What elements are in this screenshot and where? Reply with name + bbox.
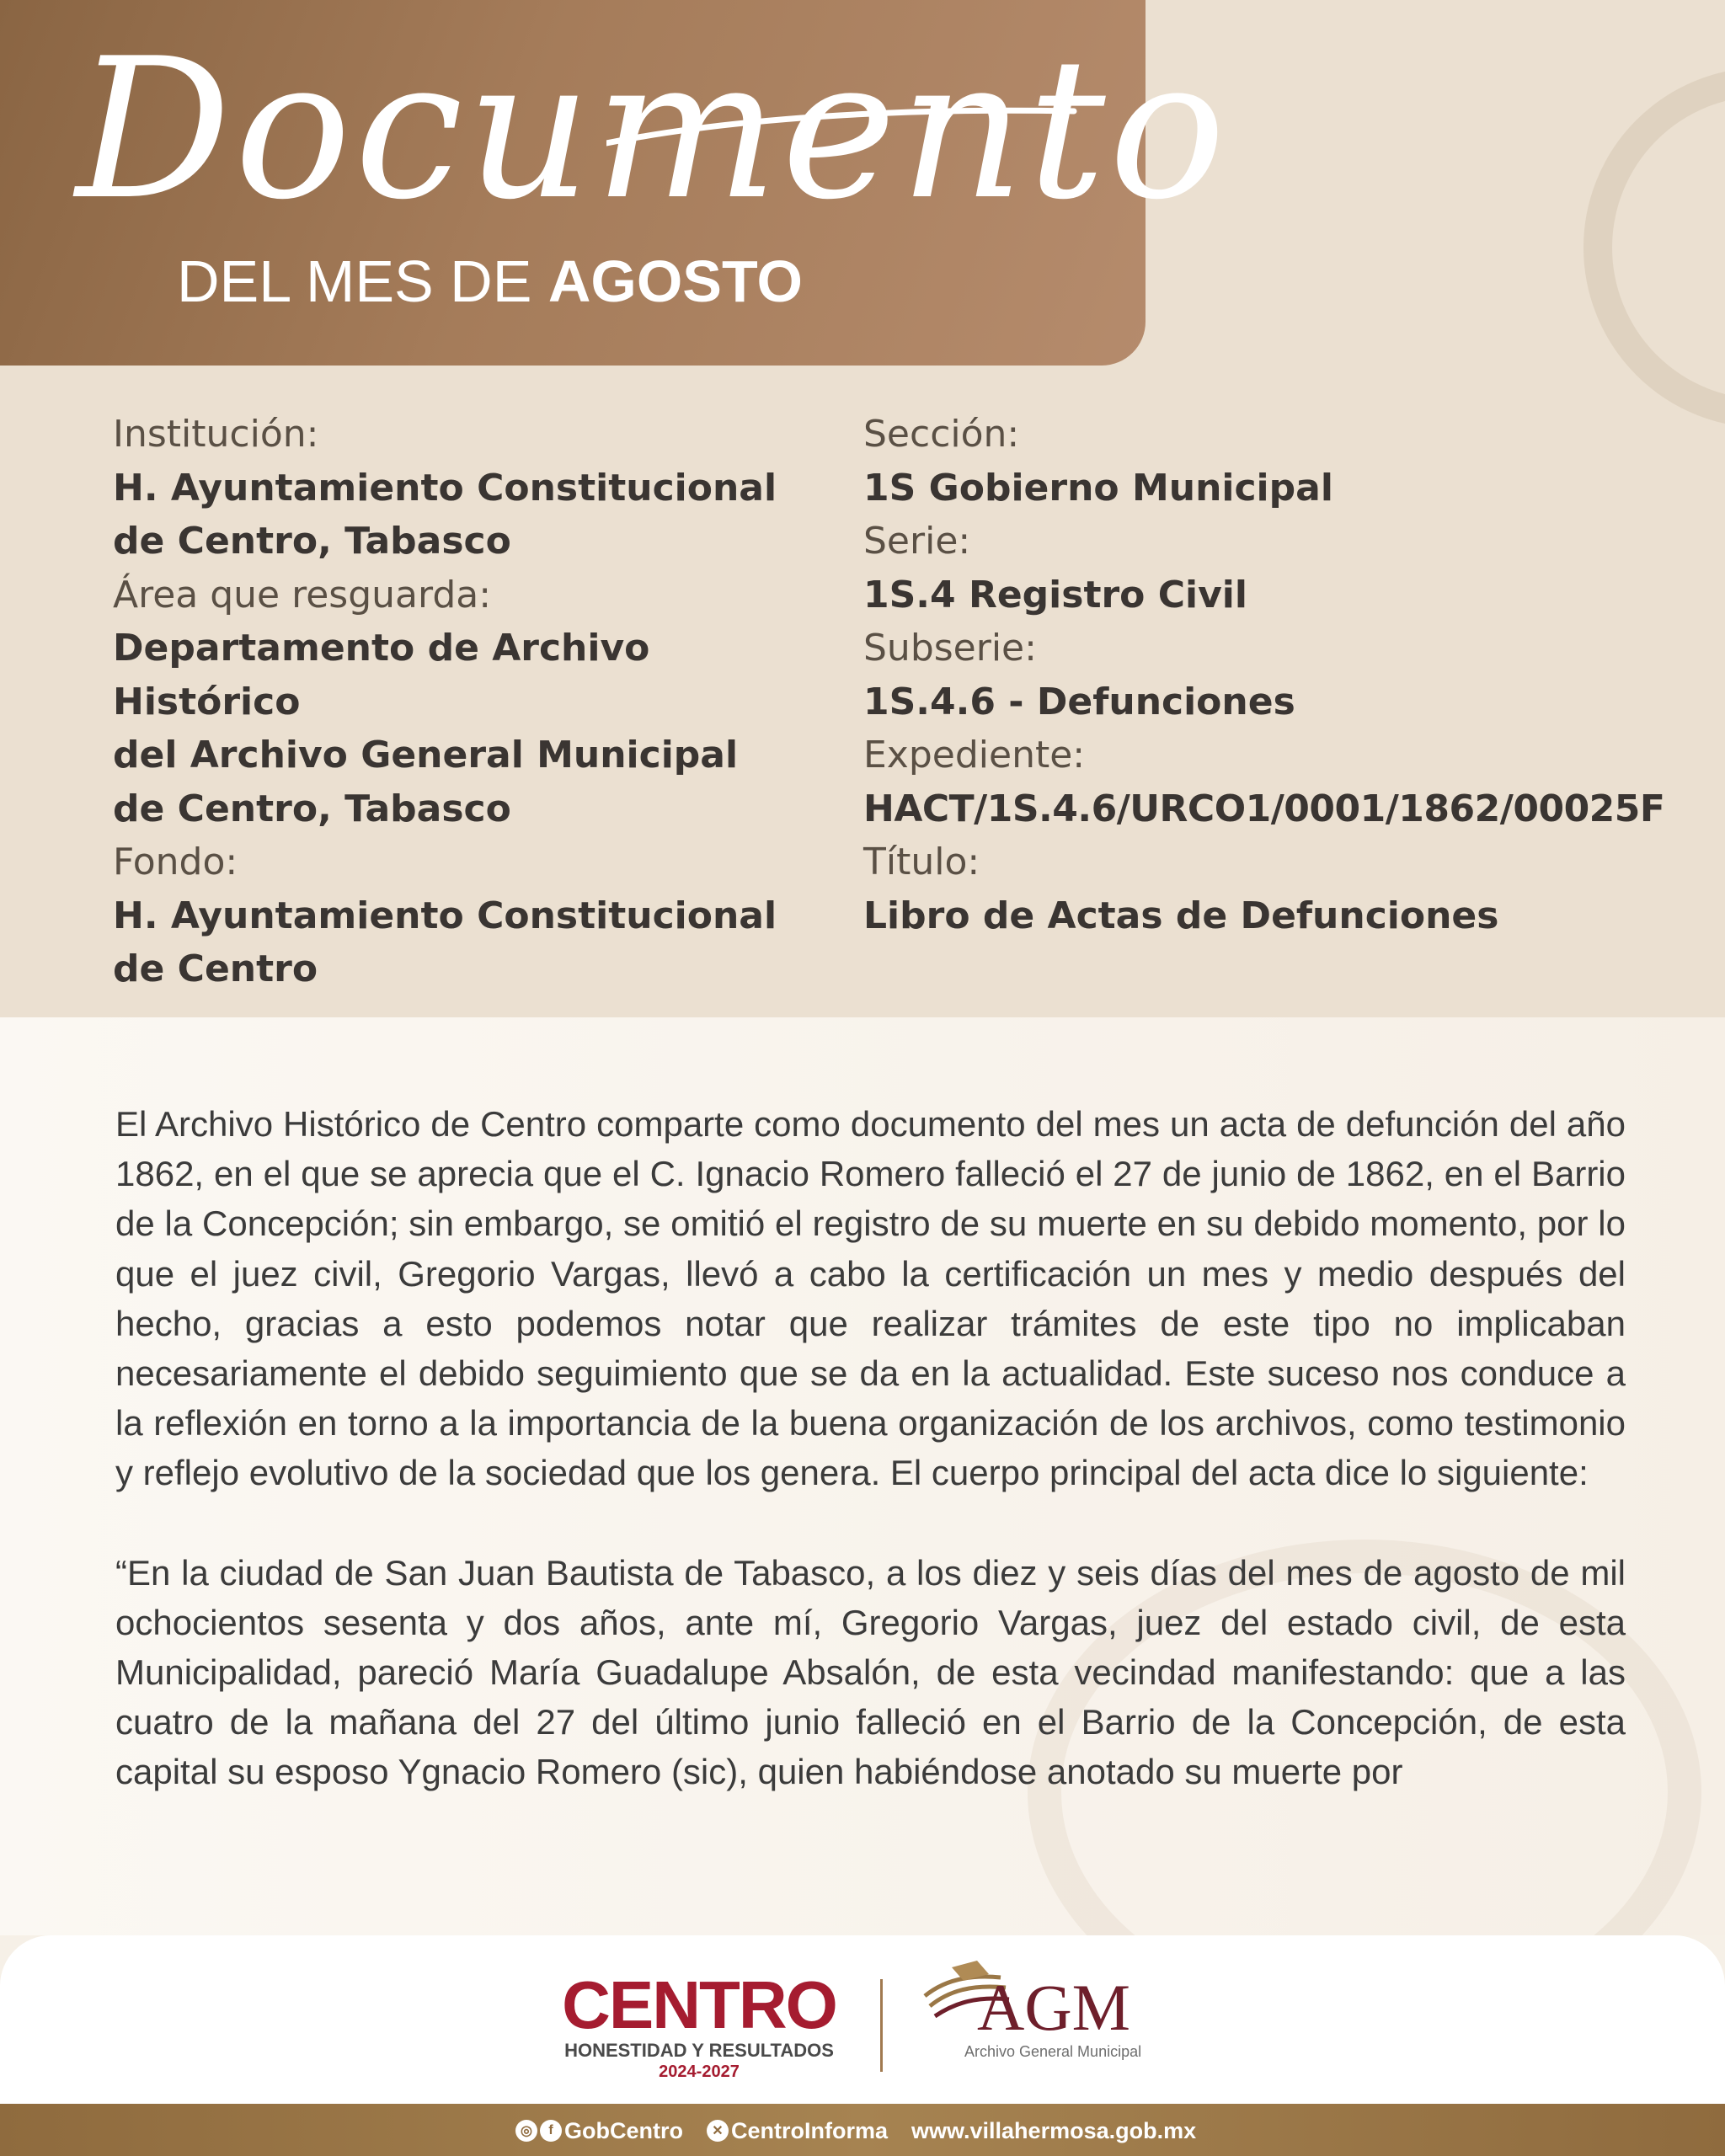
facebook-icon: f (540, 2120, 562, 2142)
website-link[interactable]: www.villahermosa.gob.mx (911, 2117, 1197, 2143)
script-title: Documento (76, 18, 1230, 243)
body-paragraph-quote: “En la ciudad de San Juan Bautista de Tabasco, a los diez y seis días del mes de agosto de mil ochocientos sesenta y dos años, ante mí, Gregorio Vargas, juez del estado civil, de esta Municipalidad, pareció María Guadalupe Absalón, de esta vecindad manifestando: que a las cuatro de la mañana del 27 del último junio falleció en el Barrio de la Concepción, de esta capital su esposo Ygnacio Romero (sic), quien habiéndose anotado su muerte por (115, 1552, 1626, 1792)
subtitle-prefix: DEL MES DE (177, 248, 532, 314)
subserie-value: 1S.4.6 - Defunciones (863, 680, 1295, 723)
decorative-swirl (1583, 67, 1725, 428)
area-value: Departamento de Archivo Histórico del Archivo General Municipal de Centro, Tabasco (113, 627, 739, 830)
agm-logo-subtitle: Archivo General Municipal (964, 2043, 1142, 2060)
page-subtitle (177, 246, 803, 317)
body-text (115, 1099, 1626, 1847)
expediente-value: HACT/1S.4.6/URCO1/0001/1862/00025F (863, 787, 1665, 830)
body-paragraph-intro: El Archivo Histórico de Centro comparte como documento del mes un acta de defunción del año 1862, en el que se aprecia que el C. Ignacio Romero falleció el 27 de junio de 1862, en el Barrio de la Concepción; sin embargo, se omitió el registro de su muerte en su debido momento, por lo que el juez civil, Gregorio Vargas, llevó a cabo la certificación un mes y medio después del hecho, gracias a esto podemos notar que realizar trámites de este tipo no implicaban necesariamente el debido seguimiento que se da en la actualidad. Este suceso nos conduce a la reflexión en torno a la importancia de la buena organización de los archivos, como testimonio y reflejo evolutivo de la sociedad que los genera. El cuerpo principal del acta dice lo siguiente: (115, 1104, 1626, 1493)
title-swash-decoration (606, 101, 1078, 152)
seccion-label: Sección: (863, 413, 1020, 456)
area-label: Área que resguarda: (113, 573, 492, 616)
expediente-label: Expediente: (863, 734, 1086, 776)
agm-logo-wordmark: AGM (977, 1971, 1131, 2044)
seccion-value: 1S Gobierno Municipal (863, 466, 1333, 510)
titulo-label: Título: (863, 841, 980, 883)
logo-band (0, 1935, 1725, 2104)
header-banner (0, 0, 1230, 366)
info-column-right (863, 408, 1706, 942)
centro-logo-wordmark: CENTRO (562, 1967, 836, 2042)
institucion-value: H. Ayuntamiento Constitucional de Centro, Tabasco (113, 466, 777, 563)
serie-value: 1S.4 Registro Civil (863, 573, 1247, 616)
centro-logo-tagline: HONESTIDAD Y RESULTADOS (564, 2040, 834, 2061)
fondo-value: H. Ayuntamiento Constitucional de Centro (113, 894, 777, 990)
info-column-left (113, 408, 837, 996)
agm-logo (918, 1956, 1171, 2065)
logo-divider (880, 1979, 883, 2072)
institucion-label: Institución: (113, 413, 319, 456)
footer-social-row (515, 2114, 1196, 2148)
document-info-panel (0, 0, 1725, 1017)
x-handle-link[interactable]: CentroInforma (731, 2117, 889, 2143)
titulo-value: Libro de Actas de Defunciones (863, 894, 1499, 937)
x-icon: ✕ (707, 2120, 729, 2142)
centro-logo-years: 2024-2027 (659, 2063, 740, 2081)
centro-logo (556, 1967, 842, 2082)
subserie-label: Subserie: (863, 627, 1037, 670)
fondo-label: Fondo: (113, 841, 238, 883)
instagram-icon: ◎ (515, 2120, 537, 2142)
subtitle-month: AGOSTO (547, 248, 803, 314)
footer-bar (0, 2104, 1725, 2156)
social-handle-link[interactable]: GobCentro (564, 2117, 683, 2143)
serie-label: Serie: (863, 520, 971, 563)
